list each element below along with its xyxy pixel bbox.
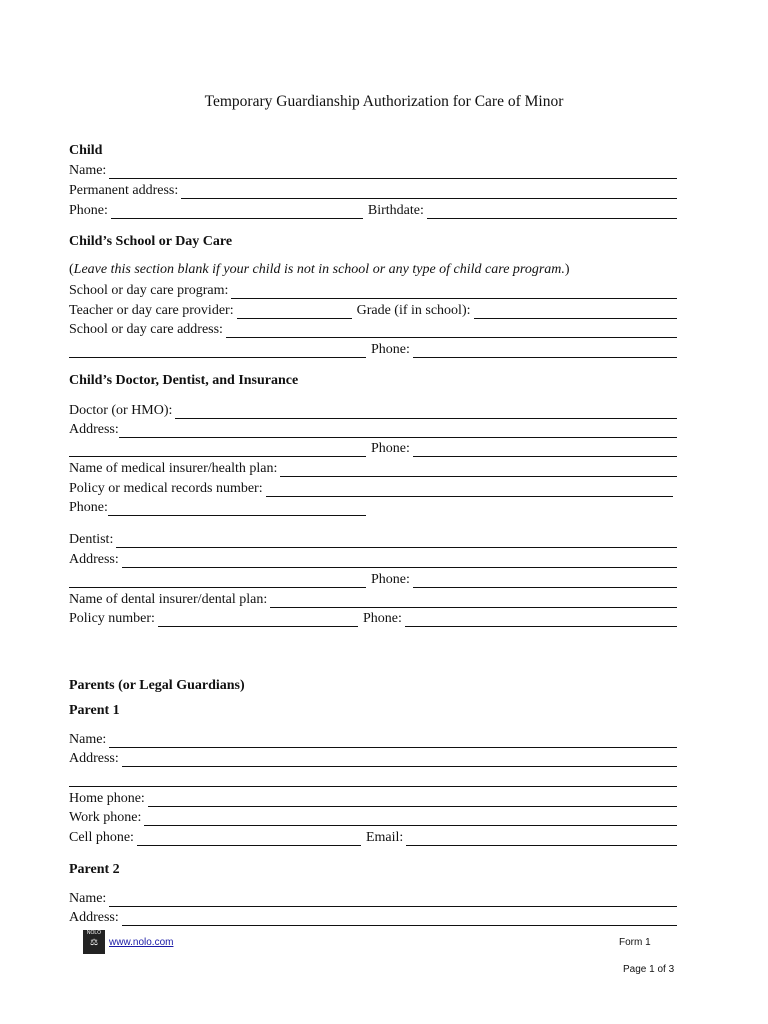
parent2-name-label: Name: <box>69 891 107 906</box>
dentist-row <box>69 530 677 548</box>
policy-number-field[interactable] <box>158 614 358 627</box>
dentist-phone-field[interactable] <box>413 575 677 588</box>
child-address-label: Permanent address: <box>69 183 179 198</box>
dentist-address2-row <box>69 570 677 588</box>
school-note: (Leave this section blank if your child is not in school or any type of child care program.) <box>69 262 570 277</box>
parent1-cell-phone-field[interactable] <box>137 833 361 846</box>
child-birthdate-field[interactable] <box>427 206 677 219</box>
parent1-name-field[interactable] <box>109 735 677 748</box>
policy-records-field[interactable] <box>266 484 673 497</box>
parent1-work-phone-field[interactable] <box>144 813 677 826</box>
child-phone-row <box>69 201 677 219</box>
school-phone-field[interactable] <box>413 345 677 358</box>
school-grade-field[interactable] <box>474 306 677 319</box>
scales-icon: ⚖ <box>89 937 99 947</box>
school-grade-label: Grade (if in school): <box>356 303 471 318</box>
dental-insurer-row <box>69 590 677 608</box>
policy-records-label: Policy or medical records number: <box>69 481 263 496</box>
medical-insurer-label: Name of medical insurer/health plan: <box>69 461 278 476</box>
dentist-address-row <box>69 550 677 568</box>
dentist-phone-label: Phone: <box>371 572 410 587</box>
parent1-email-label: Email: <box>365 830 404 845</box>
parent1-address2-row <box>69 769 677 787</box>
doctor-field[interactable] <box>175 406 677 419</box>
nolo-logo-text: NOLO <box>86 930 102 936</box>
policy-number-label: Policy number: <box>69 611 155 626</box>
dental-insurer-field[interactable] <box>270 595 677 608</box>
nolo-logo <box>83 930 105 954</box>
parent1-email-field[interactable] <box>406 833 677 846</box>
school-teacher-label: Teacher or day care provider: <box>69 303 234 318</box>
parents-heading: Parents (or Legal Guardians) <box>69 678 245 693</box>
parent1-work-phone-row <box>69 808 677 826</box>
doctor-address-row <box>69 420 677 438</box>
medical-phone-label: Phone: <box>69 500 108 515</box>
policy-phone-label: Phone: <box>362 611 402 626</box>
parent1-cell-phone-label: Cell phone: <box>69 830 134 845</box>
parent1-name-label: Name: <box>69 732 107 747</box>
policy-phone-field[interactable] <box>405 614 677 627</box>
policy-number-row <box>69 609 677 627</box>
dentist-address-label: Address: <box>69 552 119 567</box>
document-title: Temporary Guardianship Authorization for Care of Minor <box>204 93 564 110</box>
doctor-heading: Child’s Doctor, Dentist, and Insurance <box>69 373 299 388</box>
parent1-address-field[interactable] <box>122 754 677 767</box>
doctor-phone-label: Phone: <box>371 441 410 456</box>
parent1-address2-field[interactable] <box>69 774 677 787</box>
doctor-address-label: Address: <box>69 422 119 437</box>
parent1-home-phone-field[interactable] <box>148 794 677 807</box>
school-address-label: School or day care address: <box>69 322 223 337</box>
child-phone-field[interactable] <box>111 206 363 219</box>
parent1-address-label: Address: <box>69 751 119 766</box>
parent1-home-phone-row <box>69 789 677 807</box>
child-address-row <box>69 181 677 199</box>
school-program-field[interactable] <box>231 286 677 299</box>
school-program-row <box>69 281 677 299</box>
parent2-address-field[interactable] <box>122 913 677 926</box>
dentist-address-field[interactable] <box>122 555 677 568</box>
school-heading: Child’s School or Day Care <box>69 234 233 249</box>
doctor-label: Doctor (or HMO): <box>69 403 173 418</box>
parent2-heading: Parent 2 <box>69 862 120 877</box>
dentist-field[interactable] <box>116 535 677 548</box>
medical-insurer-row <box>69 459 677 477</box>
dentist-address2-field[interactable] <box>69 575 366 588</box>
dental-insurer-label: Name of dental insurer/dental plan: <box>69 592 268 607</box>
parent2-name-row <box>69 889 677 907</box>
school-note-text: Leave this section blank if your child is not in school or any type of child care program. <box>73 262 565 277</box>
parent1-work-phone-label: Work phone: <box>69 810 142 825</box>
child-heading: Child <box>69 143 103 158</box>
school-teacher-row <box>69 301 677 319</box>
child-address-field[interactable] <box>181 186 677 199</box>
child-phone-label: Phone: <box>69 203 108 218</box>
school-phone-label: Phone: <box>371 342 410 357</box>
medical-insurer-field[interactable] <box>280 464 677 477</box>
child-name-row <box>69 161 677 179</box>
parent1-heading: Parent 1 <box>69 703 120 718</box>
parent2-name-field[interactable] <box>109 894 677 907</box>
doctor-row <box>69 401 677 419</box>
parent1-cell-phone-row <box>69 828 677 846</box>
form-number: Form 1 <box>619 937 651 948</box>
parent2-address-label: Address: <box>69 910 119 925</box>
parent2-address-row <box>69 908 677 926</box>
child-birthdate-label: Birthdate: <box>367 203 424 218</box>
doctor-phone-field[interactable] <box>413 444 677 457</box>
parent1-name-row <box>69 730 677 748</box>
nolo-website-link[interactable]: www.nolo.com <box>109 937 174 948</box>
medical-phone-row <box>69 498 677 516</box>
school-address2-field[interactable] <box>69 345 366 358</box>
child-name-label: Name: <box>69 163 107 178</box>
school-address-field[interactable] <box>226 325 677 338</box>
child-name-field[interactable] <box>109 166 677 179</box>
doctor-address-field[interactable] <box>119 425 677 438</box>
dentist-label: Dentist: <box>69 532 114 547</box>
policy-records-row <box>69 479 673 497</box>
doctor-address2-field[interactable] <box>69 444 366 457</box>
school-address2-row <box>69 340 677 358</box>
school-teacher-field[interactable] <box>237 306 352 319</box>
doctor-address2-row <box>69 439 677 457</box>
parent1-home-phone-label: Home phone: <box>69 791 145 806</box>
parent1-address-row <box>69 749 677 767</box>
school-program-label: School or day care program: <box>69 283 229 298</box>
page-number: Page 1 of 3 <box>623 964 675 975</box>
medical-phone-field[interactable] <box>108 503 366 516</box>
school-address-row <box>69 320 677 338</box>
